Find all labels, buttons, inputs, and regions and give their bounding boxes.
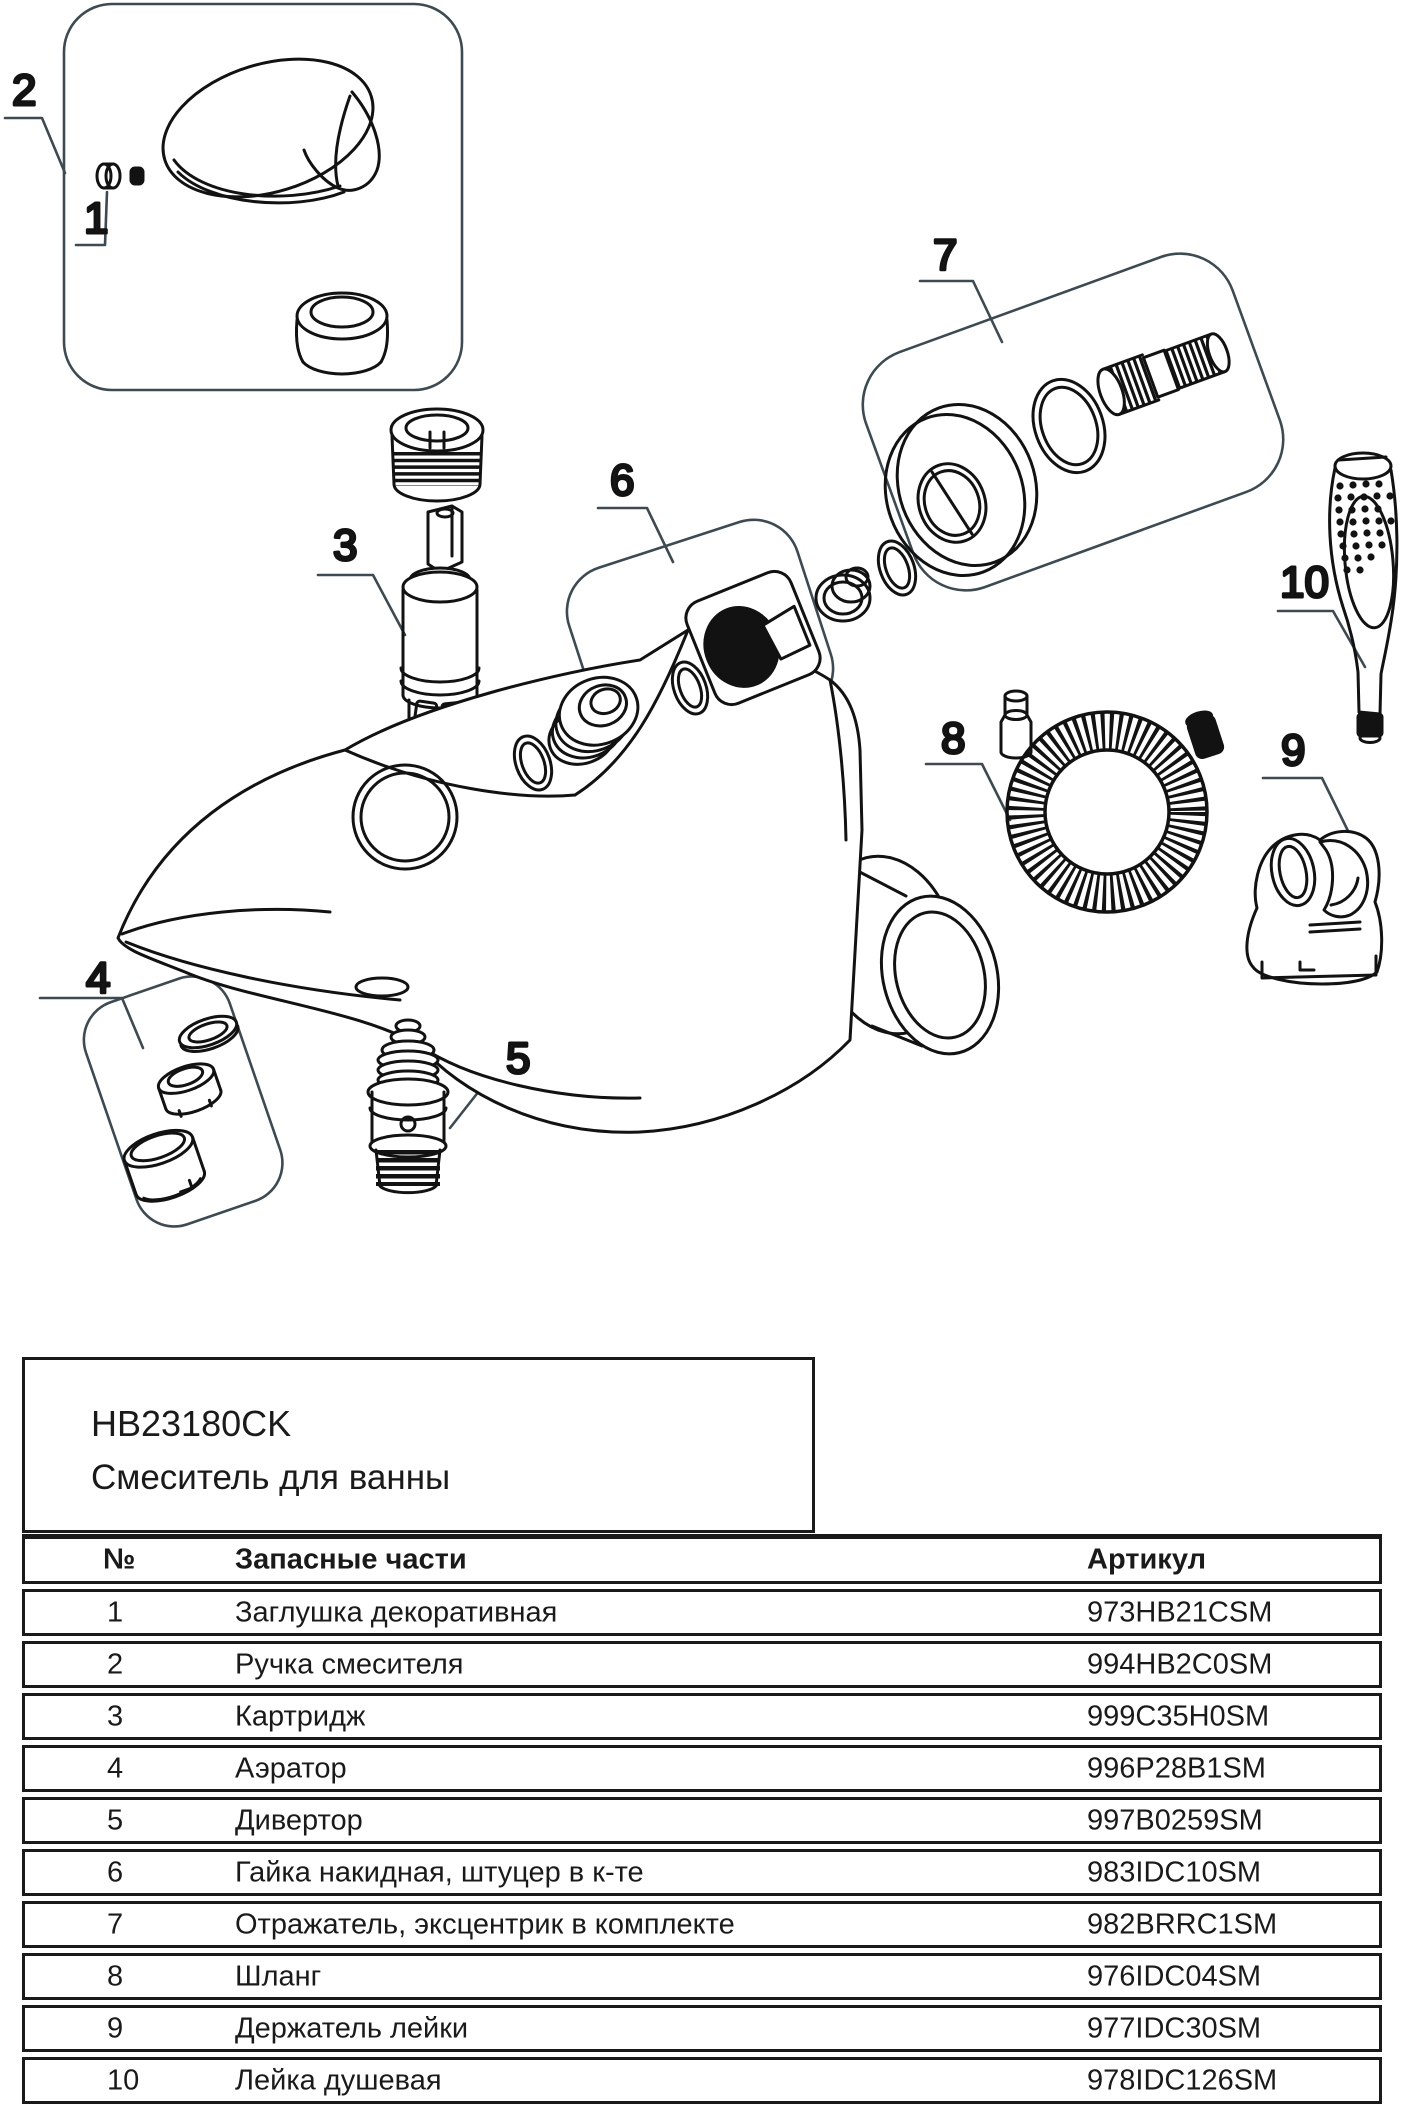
threaded-ring-drawing (391, 409, 483, 501)
row-sku: 996P28B1SM (1087, 1752, 1266, 1784)
row-sku: 983IDC10SM (1087, 1856, 1262, 1888)
callout-10: 10 (1280, 558, 1329, 607)
row-sku: 994HB2C0SM (1087, 1648, 1273, 1680)
callout-9: 9 (1281, 726, 1306, 775)
callout-6: 6 (610, 456, 635, 505)
row-name: Аэратор (235, 1752, 347, 1784)
table-row (22, 1849, 1382, 1896)
parts-table (22, 1534, 1382, 2104)
row-sku: 973HB21CSM (1087, 1596, 1273, 1628)
row-num: 6 (107, 1856, 124, 1888)
row-name: Лейка душевая (235, 2064, 442, 2096)
product-name: Смеситель для ванны (91, 1458, 451, 1497)
hose-nut-drawing (1185, 709, 1224, 759)
leader-9 (1263, 778, 1350, 835)
header-name: Запасные части (235, 1543, 467, 1576)
callout-3: 3 (333, 521, 358, 570)
row-sku: 976IDC04SM (1087, 1960, 1262, 1992)
row-sku: 999C35H0SM (1087, 1700, 1270, 1732)
row-num: 7 (107, 1908, 124, 1940)
table-row (22, 1745, 1382, 1792)
header-sku: Артикул (1087, 1543, 1206, 1576)
row-num: 1 (107, 1596, 124, 1628)
hose-connector-drawing (1001, 691, 1031, 758)
table-row (22, 1589, 1382, 1636)
leader-8 (926, 764, 1010, 820)
row-name: Держатель лейки (235, 2012, 469, 2044)
row-name: Заглушка декоративная (235, 1596, 558, 1628)
table-header-row (22, 1534, 1382, 1584)
row-sku: 978IDC126SM (1087, 2064, 1278, 2096)
leader-3 (318, 575, 405, 635)
row-sku: 982BRRC1SM (1087, 1908, 1278, 1940)
info-box (22, 1357, 815, 1533)
leader-7 (920, 281, 1002, 342)
callout-5: 5 (506, 1034, 531, 1083)
row-num: 8 (107, 1960, 124, 1992)
row-name: Дивертор (235, 1804, 363, 1836)
table-row (22, 1641, 1382, 1688)
row-num: 5 (107, 1804, 124, 1836)
decorative-plug-drawing (97, 164, 143, 188)
table-row (22, 1797, 1382, 1844)
handle-drawing (146, 35, 390, 221)
faucet-body-drawing (118, 630, 862, 1132)
reflector-assembly-drawing (863, 327, 1235, 595)
eccentric-fitting-drawing (1093, 327, 1235, 418)
callout-7: 7 (933, 231, 958, 280)
row-num: 3 (107, 1700, 124, 1732)
row-sku: 977IDC30SM (1087, 2012, 1262, 2044)
callout-1: 1 (84, 194, 109, 243)
row-num: 10 (107, 2064, 140, 2096)
table-row (22, 2057, 1382, 2104)
callout-box-reflector (847, 238, 1299, 606)
callout-8: 8 (941, 714, 966, 763)
row-name: Отражатель, эксцентрик в комплекте (235, 1908, 735, 1940)
table-row (22, 1901, 1382, 1948)
row-sku: 997B0259SM (1087, 1804, 1263, 1836)
aerator-set-drawing (120, 1010, 242, 1209)
shower-holder-drawing (1247, 831, 1382, 984)
handle-dome-cap-drawing (296, 293, 387, 374)
row-name: Шланг (235, 1960, 322, 1992)
row-name: Гайка накидная, штуцер в к-те (235, 1856, 644, 1888)
leader-4 (40, 998, 143, 1048)
table-row (22, 1953, 1382, 2000)
callout-box-aerator (73, 966, 293, 1238)
shower-hose-drawing (1001, 691, 1224, 912)
leader-2 (5, 118, 65, 173)
table-row (22, 1693, 1382, 1740)
callout-2: 2 (12, 66, 37, 115)
header-num: № (103, 1543, 136, 1576)
row-num: 2 (107, 1648, 124, 1680)
table-row (22, 2005, 1382, 2052)
row-num: 4 (107, 1752, 124, 1784)
row-num: 9 (107, 2012, 124, 2044)
shower-head-drawing (1330, 453, 1399, 743)
callout-4: 4 (86, 954, 111, 1003)
model-code: HB23180CK (91, 1403, 292, 1444)
row-name: Ручка смесителя (235, 1648, 464, 1680)
leader-6 (598, 508, 673, 562)
row-name: Картридж (235, 1700, 366, 1732)
